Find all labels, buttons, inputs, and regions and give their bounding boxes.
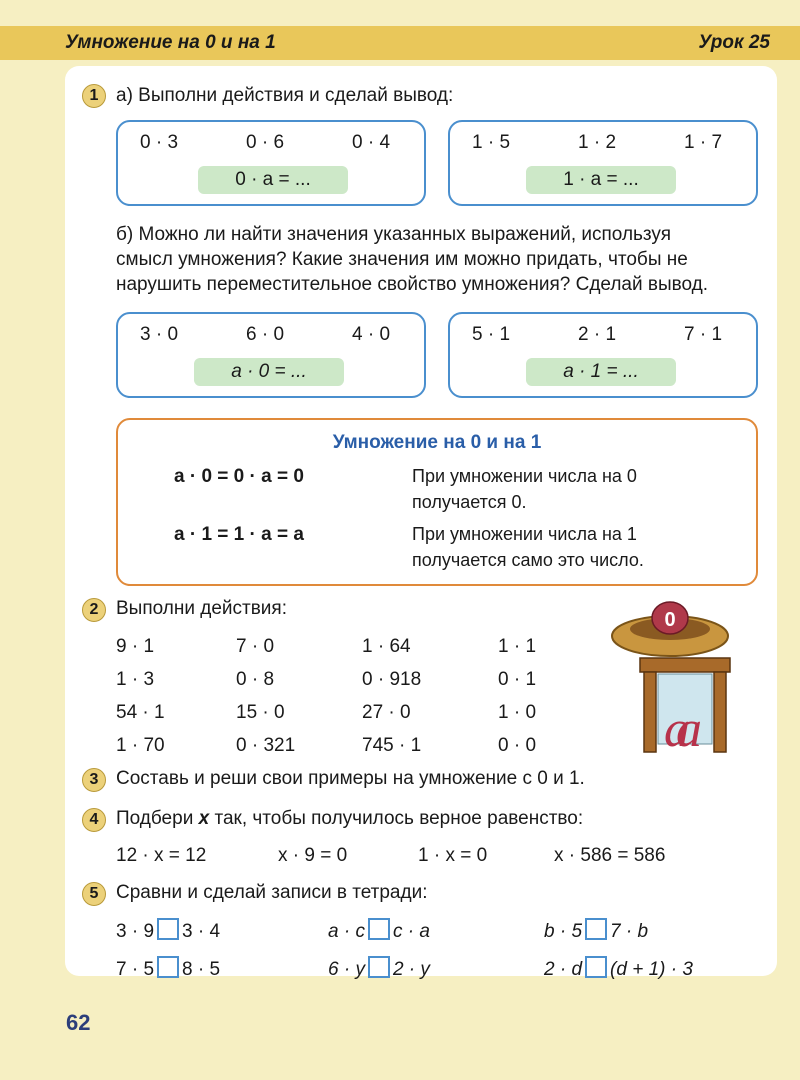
expression: 1 · 64	[362, 636, 411, 657]
comparison	[116, 918, 220, 943]
conclusion-pill: 1 · а = ...	[526, 166, 676, 194]
rule-formula-zero: а · 0 = 0 · а = 0	[174, 466, 304, 487]
expression: 3 · 0	[140, 324, 179, 345]
compare-box[interactable]	[157, 918, 179, 940]
comparison	[328, 918, 430, 943]
rule-title: Умножение на 0 и на 1	[332, 432, 542, 453]
compare-box[interactable]	[585, 918, 607, 940]
chapter-title: Умножение на 0 и на 1	[65, 32, 276, 53]
page-number: 62	[66, 1010, 91, 1035]
comparison-left: 7 · 5	[116, 959, 155, 980]
mirror-letters: аа	[664, 701, 688, 758]
task-3-number: 3	[82, 768, 106, 792]
expression: 0 · 918	[362, 669, 422, 690]
mirror-post-right	[714, 672, 726, 752]
lesson-number: Урок 25	[698, 32, 770, 53]
comparison-left: 3 · 9	[116, 921, 155, 942]
comparison-left: b · 5	[544, 921, 583, 942]
task-4-text	[116, 808, 583, 830]
compare-box[interactable]	[585, 956, 607, 978]
expression: 0 · 6	[246, 132, 285, 153]
task-5-number: 5	[82, 882, 106, 906]
expression: 0 · 8	[236, 669, 275, 690]
comparison-right: 8 · 5	[182, 959, 221, 980]
compare-box[interactable]	[368, 956, 390, 978]
task-4-text-after: так, чтобы получилось верное равенство:	[209, 808, 584, 829]
egg-digit: 0	[664, 609, 676, 631]
expression: 27 · 0	[362, 702, 411, 723]
comparison-right: 2 · y	[392, 959, 430, 980]
expression: 745 · 1	[362, 735, 422, 756]
task-5-text: Сравни и сделай записи в тетради:	[116, 882, 428, 903]
mirror-top	[640, 658, 730, 672]
equation: x · 586 = 586	[554, 845, 666, 866]
task-2-text: Выполни действия:	[116, 598, 287, 619]
chapter-header	[0, 26, 800, 60]
rule-box	[116, 418, 758, 586]
expression: 7 · 1	[684, 324, 723, 345]
task-3-text: Составь и реши свои примеры на умножение с 0 и 1.	[116, 768, 585, 789]
expression: 54 · 1	[116, 702, 165, 723]
compare-box[interactable]	[368, 918, 390, 940]
task-1b-line-3: нарушить переместительное свойство умножения? Сделай вывод.	[116, 274, 709, 295]
rule-text-zero: При умножении числа на 0 получается 0.	[412, 466, 637, 512]
compare-box[interactable]	[157, 956, 179, 978]
expression: 6 · 0	[246, 324, 285, 345]
expr-box-3	[116, 312, 426, 398]
task-4-number: 4	[82, 808, 106, 832]
mirror-post-left	[644, 672, 656, 752]
expression: 1 · 1	[498, 636, 537, 657]
rule-text-one: При умножении числа на 1 получается само это число.	[412, 524, 644, 570]
expression: 1 · 0	[498, 702, 537, 723]
comparison-right: 7 · b	[610, 921, 649, 942]
expression: 0 · 321	[236, 735, 296, 756]
expr-box-4	[448, 312, 758, 398]
expression: 1 · 3	[116, 669, 155, 690]
expression: 0 · 0	[498, 735, 537, 756]
equation: 12 · x = 12	[116, 845, 207, 866]
expression: 9 · 1	[116, 636, 155, 657]
expression: 1 · 7	[684, 132, 723, 153]
task-4-text-before: Подбери	[116, 808, 199, 829]
expr-box-1	[116, 120, 426, 206]
comparison-left: 2 · d	[544, 959, 583, 980]
nest-mirror-illustration	[600, 596, 740, 758]
expr-box-2	[448, 120, 758, 206]
expression: 1 · 2	[578, 132, 617, 153]
expression: 0 · 4	[352, 132, 391, 153]
task-1-number: 1	[82, 84, 106, 108]
conclusion-pill: а · 0 = ...	[194, 358, 344, 386]
expression: 5 · 1	[472, 324, 511, 345]
equation: x · 9 = 0	[278, 845, 348, 866]
rule-formula-one: а · 1 = 1 · а = а	[174, 524, 304, 545]
comparison	[544, 956, 693, 981]
comparison	[116, 956, 220, 981]
expression: 7 · 0	[236, 636, 275, 657]
task-1b-line-2: смысл умножения? Какие значения им можно придать, чтобы не	[116, 249, 688, 270]
comparison-right: c · a	[392, 921, 430, 942]
comparison-left: a · c	[328, 921, 365, 942]
comparison	[544, 918, 648, 943]
task-1b-line-1: б) Можно ли найти значения указанных выражений, используя	[116, 224, 671, 245]
task-4-variable: x	[198, 808, 210, 829]
equation: 1 · x = 0	[418, 845, 488, 866]
conclusion-pill: 0 · а = ...	[198, 166, 348, 194]
task-1a-text: а) Выполни действия и сделай вывод:	[116, 85, 454, 106]
expression: 0 · 3	[140, 132, 179, 153]
comparison-right: (d + 1) · 3	[610, 959, 693, 980]
comparison-right: 3 · 4	[182, 921, 221, 942]
comparison-left: 6 · y	[328, 959, 365, 980]
expression: 1 · 5	[472, 132, 511, 153]
expression: 1 · 70	[116, 735, 165, 756]
expression: 15 · 0	[236, 702, 285, 723]
conclusion-pill: а · 1 = ...	[526, 358, 676, 386]
expression: 0 · 1	[498, 669, 537, 690]
expression: 2 · 1	[578, 324, 617, 345]
task-2-number: 2	[82, 598, 106, 622]
expression: 4 · 0	[352, 324, 391, 345]
comparison	[328, 956, 430, 981]
